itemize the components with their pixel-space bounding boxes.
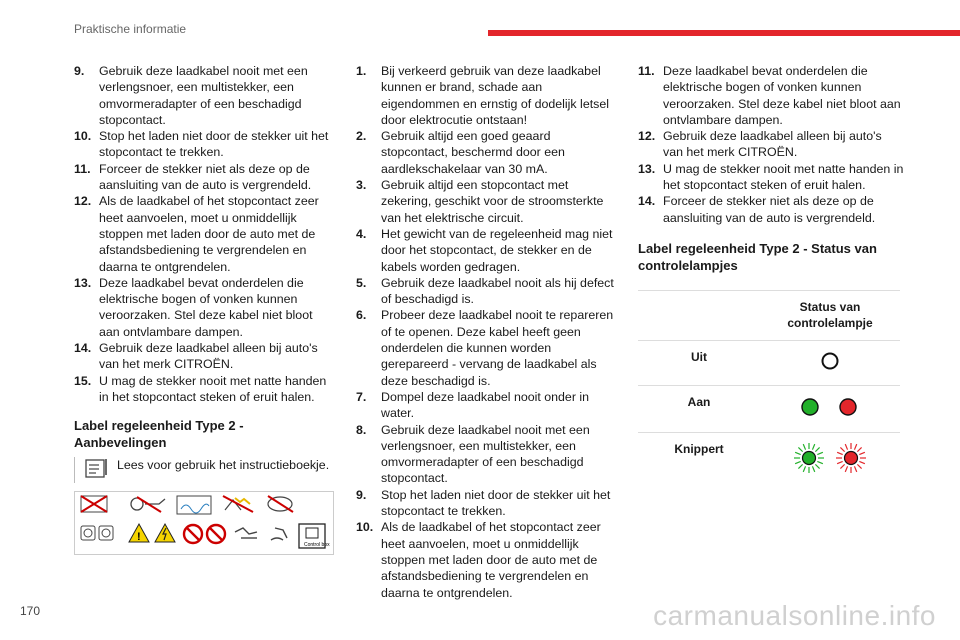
list-item-number: 5. (356, 275, 367, 290)
svg-text:Control box: Control box (304, 542, 330, 549)
lamp-off-icon (800, 349, 860, 373)
list-item (356, 128, 620, 177)
list-item-number: 8. (356, 422, 367, 437)
status-table-header-row (638, 290, 900, 340)
status-table-header: Status van controlelampje (760, 290, 900, 340)
list-item (74, 340, 336, 373)
list-item-number: 2. (356, 129, 367, 144)
list-item-number: 9. (74, 64, 85, 78)
status-row-label: Uit (638, 340, 760, 385)
list-item-number: 4. (356, 226, 367, 241)
list-item-number: 9. (356, 487, 367, 502)
list-item (74, 128, 336, 161)
list-item-text: Dompel deze laadkabel nooit onder in water. (381, 389, 590, 421)
list-item (356, 487, 620, 520)
list-item (74, 275, 336, 340)
list-item (74, 161, 336, 194)
header-title: Praktische informatie (74, 22, 187, 36)
list-item (638, 128, 904, 161)
lamp-blinking-icon (785, 441, 875, 475)
notebook-icon (85, 457, 109, 479)
status-row-knippert (638, 433, 900, 488)
note-text: Lees voor gebruik het instructieboekje. (117, 458, 330, 473)
list-item-text: Bij verkeerd gebruik van deze laadkabel kunnen er brand, schade aan eigendommen en ernstig of dodelijk letsel door elektrocutie ontstaan! (381, 64, 609, 127)
list-item-text: Gebruik deze laadkabel nooit als hij defect of beschadigd is. (381, 275, 614, 307)
list-item (356, 307, 620, 388)
list-item (638, 63, 904, 128)
list-item-number: 11. (638, 64, 655, 78)
section-heading-aanbevelingen: Label regeleenheid Type 2 - Aanbevelingen (74, 418, 244, 451)
list-item-number: 6. (356, 308, 367, 323)
col3-list (638, 63, 904, 226)
svg-text:!: ! (137, 531, 141, 544)
list-item-number: 1. (356, 64, 367, 78)
list-item-text: Deze laadkabel bevat onderdelen die elektrische bogen of vonken kunnen veroorzaken. Stel deze kabel niet bloot aan ontvlambare dampen. (99, 275, 313, 339)
warning-label-image (74, 491, 334, 555)
list-item-text: Gebruik deze laadkabel nooit met een verlengsnoer, een multistekker, een omvormeradapter of een beschadigd stopcontact. (99, 64, 308, 127)
list-item-text: U mag de stekker nooit met natte handen in het stopcontact steken of eruit halen. (663, 161, 904, 193)
list-item-text: Forceer de stekker niet als deze op de aansluiting van de auto is vergrendeld. (663, 194, 876, 225)
info-note (74, 457, 336, 483)
warning-pictograms-icon (75, 492, 333, 554)
list-item-text: Stop het laden niet door de stekker uit het stopcontact te trekken. (381, 487, 611, 519)
list-item (356, 226, 620, 275)
list-item-text: Gebruik altijd een stopcontact met zekering, geschikt voor de stroomsterkte van het elektrische circuit. (381, 178, 604, 225)
list-item (638, 193, 904, 226)
list-item-text: Probeer deze laadkabel nooit te repareren of te openen. Deze kabel heeft geen onderdelen die kunnen worden gerepareerd - vervang de laadkabel als deze beschadigd is. (381, 308, 614, 388)
status-row-aan (638, 385, 900, 432)
list-item-text: Als de laadkabel of het stopcontact zeer heet aanvoelen, moet u onmiddellijk stoppen met laden door de auto met de afstandsbediening te vergrendelen en daarna te ontgrendelen. (99, 194, 319, 274)
list-item-text: Als de laadkabel of het stopcontact zeer heet aanvoelen, moet u onmiddellijk stoppen met laden door de auto met de afstandsbediening te vergrendelen en daarna te ontgrendelen. (381, 520, 601, 600)
header-accent-bar (488, 30, 960, 36)
list-item (74, 63, 336, 128)
list-item-number: 14. (638, 194, 656, 209)
list-item-text: U mag de stekker nooit met natte handen in het stopcontact steken of eruit halen. (99, 373, 327, 404)
list-item-number: 10. (356, 520, 374, 535)
list-item-number: 13. (74, 275, 92, 290)
list-item-text: Stop het laden niet door de stekker uit het stopcontact te trekken. (99, 129, 329, 160)
list-item (356, 275, 620, 308)
list-item-text: Gebruik altijd een goed geaard stopcontact, beschermd door een aardlekschakelaar van 30 mA. (381, 129, 565, 176)
list-item-text: Forceer de stekker niet als deze op de aansluiting van de auto is vergrendeld. (99, 161, 312, 193)
list-item-text: Het gewicht van de regeleenheid mag niet door het stopcontact, de stekker en de kabels worden gedragen. (381, 226, 613, 274)
list-item (356, 389, 620, 422)
status-row-label: Knippert (638, 433, 760, 488)
list-item-text: Gebruik deze laadkabel alleen bij auto's van het merk CITROËN. (99, 341, 318, 372)
column-3 (638, 63, 904, 487)
column-1 (74, 63, 336, 555)
list-item (356, 177, 620, 226)
list-item-number: 14. (74, 341, 92, 356)
list-item (356, 63, 620, 128)
list-item-number: 13. (638, 161, 656, 176)
list-item-text: Gebruik deze laadkabel nooit met een verlengsnoer, een multistekker, een omvormeradapter of een beschadigd stopcontact. (381, 422, 590, 486)
list-item-number: 12. (638, 129, 656, 144)
list-item-text: Deze laadkabel bevat onderdelen die elektrische bogen of vonken kunnen veroorzaken. Stel deze kabel niet bloot aan ontvlambare dampen. (663, 64, 901, 127)
column-2 (356, 63, 620, 601)
list-item (74, 193, 336, 274)
list-item (638, 161, 904, 194)
status-table (638, 290, 900, 487)
list-item-number: 3. (356, 178, 367, 193)
section-heading-status: Label regeleenheid Type 2 - Status van controlelampjes (638, 240, 877, 273)
list-item-number: 12. (74, 194, 92, 209)
list-item-number: 7. (356, 389, 367, 404)
list-item (356, 519, 620, 600)
list-item (356, 422, 620, 487)
col1-list (74, 63, 336, 405)
status-row-label: Aan (638, 385, 760, 432)
list-item-number: 10. (74, 129, 92, 144)
list-item-number: 11. (74, 161, 91, 176)
lamp-on-icon (790, 394, 870, 420)
col2-list (356, 63, 620, 601)
list-item (74, 373, 336, 406)
list-item-number: 15. (74, 373, 92, 388)
list-item-text: Gebruik deze laadkabel alleen bij auto's van het merk CITROËN. (663, 129, 882, 160)
page-number: 170 (20, 604, 41, 618)
watermark: carmanualsonline.info (653, 600, 936, 631)
status-row-uit (638, 340, 900, 385)
